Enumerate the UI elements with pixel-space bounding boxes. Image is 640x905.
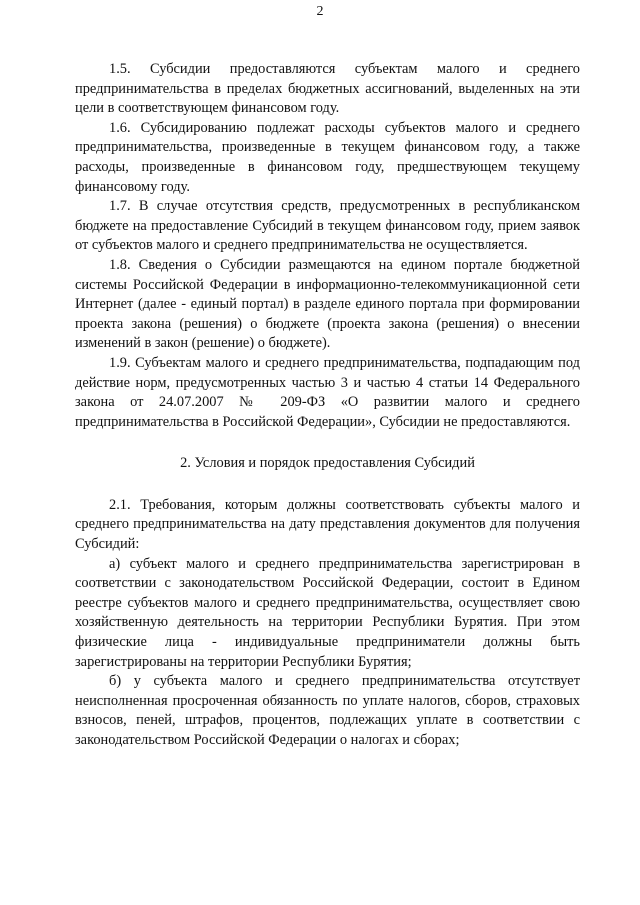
paragraph-2-1: 2.1. Требования, которым должны соответствовать субъекты малого и среднего предпринимательства на дату представления документов для получения Субсидий: bbox=[75, 496, 580, 553]
paragraph-2-1-b: б) у субъекта малого и среднего предпринимательства отсутствует неисполненная просроченная обязанность по уплате налогов, сборов, страховых взносов, пеней, штрафов, процентов, подлежащих уплате в соответствии с законодательством Российской Федерации о налогах и сборах; bbox=[75, 673, 580, 748]
paragraph-1-8: 1.8. Сведения о Субсидии размещаются на едином портале бюджетной системы Российской Федерации в информационно-телекоммуникационной сети Интернет (далее - единый портал) в разделе единого портала при формировании проекта закона (решения) о бюджете (проекта закона (решения) о внесении изменений в закон (решение) о бюджете). bbox=[75, 256, 580, 352]
document-body bbox=[75, 60, 580, 751]
paragraph-1-9: 1.9. Субъектам малого и среднего предпринимательства, подпадающим под действие норм, предусмотренных частью 3 и частью 4 статьи 14 Федерального закона от 24.07.2007 № 209-ФЗ «О развитии малого и среднего предпринимательства в Российской Федерации», Субсидии не предоставляются. bbox=[75, 354, 580, 430]
paragraph-1-6: 1.6. Субсидированию подлежат расходы субъектов малого и среднего предпринимательства, произведенные в текущем финансовом году, а также расходы, произведенные в финансовом году, предшествующем текущему финансовому году. bbox=[75, 119, 580, 195]
paragraph-1-7: 1.7. В случае отсутствия средств, предусмотренных в республиканском бюджете на предоставление Субсидий в текущем финансовом году, прием заявок от субъектов малого и среднего предпринимательства не осуществляется. bbox=[75, 198, 580, 254]
page-number: 2 bbox=[316, 4, 324, 19]
section-heading: 2. Условия и порядок предоставления Субсидий bbox=[180, 455, 475, 472]
paragraph-2-1-a: а) субъект малого и среднего предпринимательства зарегистрирован в соответствии с законодательством Российской Федерации, состоит в Едином реестре субъектов малого и среднего предпринимательства, осуществляет свою хозяйственную деятельность на территории Республики Бурятия. При этом физические лица - индивидуальные предприниматели должны быть зарегистрированы на территории Республики Бурятия; bbox=[75, 555, 580, 670]
paragraph-1-5: 1.5. Субсидии предоставляются субъектам малого и среднего предпринимательства в пределах бюджетных ассигнований, выделенных на эти цели в соответствующем финансовом году. bbox=[75, 61, 580, 117]
